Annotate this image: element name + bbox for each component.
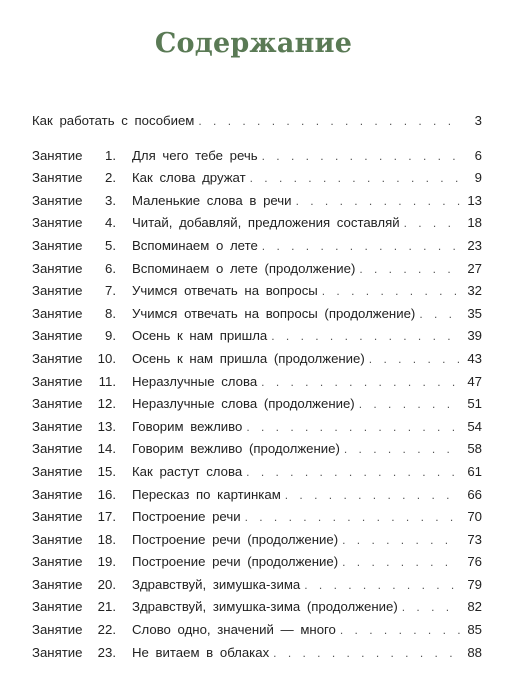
lesson-page: 76 (460, 551, 482, 574)
dot-leader (359, 258, 460, 281)
lesson-page: 23 (460, 235, 482, 258)
lesson-title: Не витаем в облаках (132, 644, 270, 660)
lesson-title: Вспоминаем о лете (продолжение) (132, 260, 356, 276)
lesson-title: Слово одно, значений — много (132, 622, 336, 638)
lesson-page: 35 (460, 303, 482, 326)
lesson-title: Как растут слова (132, 463, 243, 479)
dot-leader (261, 371, 460, 394)
dot-leader (359, 393, 460, 416)
dot-leader (250, 167, 460, 190)
lesson-title: Читай, добавляй, предложения составляй (132, 215, 400, 231)
dot-leader (245, 506, 460, 529)
lesson-page: 73 (460, 529, 482, 552)
lesson-word: Занятие (32, 215, 83, 231)
lesson-word: Занятие (32, 260, 83, 276)
lesson-word: Занятие (32, 554, 83, 570)
dot-leader (322, 280, 460, 303)
lesson-word: Занятие (32, 237, 83, 253)
toc-lesson-row-16[interactable] (32, 484, 482, 507)
lesson-number: 17. (97, 509, 116, 525)
lesson-list (32, 145, 482, 665)
lesson-word: Занятие (32, 441, 83, 457)
toc-intro-label: Как работать с пособием (32, 110, 198, 133)
lesson-word: Занятие (32, 283, 83, 299)
dot-leader (262, 145, 460, 168)
lesson-title: Осень к нам пришла (продолжение) (132, 350, 365, 366)
lesson-word: Занятие (32, 396, 83, 412)
lesson-title: Маленькие слова в речи (132, 192, 292, 208)
lesson-number: 18. (97, 531, 116, 547)
lesson-word: Занятие (32, 373, 83, 389)
lesson-number: 2. (105, 170, 116, 186)
dot-leader (402, 596, 460, 619)
lesson-title: Учимся отвечать на вопросы (продолжение) (132, 305, 416, 321)
lesson-title: Построение речи (продолжение) (132, 554, 339, 570)
lesson-number: 20. (97, 576, 116, 592)
toc-lesson-row-3[interactable] (32, 190, 482, 213)
lesson-word: Занятие (32, 509, 83, 525)
lesson-number: 9. (105, 328, 116, 344)
dot-leader (246, 461, 460, 484)
lesson-page: 66 (460, 484, 482, 507)
lesson-page: 47 (460, 371, 482, 394)
lesson-word: Занятие (32, 350, 83, 366)
lesson-title: Неразлучные слова (132, 373, 258, 389)
lesson-title: Здравствуй, зимушка-зима (продолжение) (132, 599, 398, 615)
toc-lesson-row-22[interactable] (32, 619, 482, 642)
lesson-title: Построение речи (132, 509, 241, 525)
lesson-word: Занятие (32, 192, 83, 208)
lesson-page: 79 (460, 574, 482, 597)
dot-leader (342, 529, 460, 552)
toc-lesson-row-20[interactable] (32, 574, 482, 597)
lesson-title: Как слова дружат (132, 170, 246, 186)
toc-lesson-row-2[interactable] (32, 167, 482, 190)
dot-leader (340, 619, 460, 642)
lesson-page: 88 (460, 642, 482, 665)
toc-lesson-row-21[interactable] (32, 596, 482, 619)
dot-leader (342, 551, 460, 574)
lesson-page: 9 (460, 167, 482, 190)
lesson-word: Занятие (32, 486, 83, 502)
lesson-number: 15. (97, 463, 116, 479)
lesson-page: 70 (460, 506, 482, 529)
lesson-word: Занятие (32, 576, 83, 592)
dot-leader (296, 190, 460, 213)
lesson-word: Занятие (32, 328, 83, 344)
lesson-number: 22. (97, 622, 116, 638)
lesson-page: 43 (460, 348, 482, 371)
lesson-title: Здравствуй, зимушка-зима (132, 576, 301, 592)
lesson-word: Занятие (32, 170, 83, 186)
lesson-title: Учимся отвечать на вопросы (132, 283, 318, 299)
lesson-number: 12. (97, 396, 116, 412)
dot-leader (304, 574, 460, 597)
toc-lesson-row-10[interactable] (32, 348, 482, 371)
lesson-number: 3. (105, 192, 116, 208)
toc-lesson-row-7[interactable] (32, 280, 482, 303)
toc-lesson-row-15[interactable] (32, 461, 482, 484)
lesson-title: Осень к нам пришла (132, 328, 268, 344)
lesson-number: 23. (97, 644, 116, 660)
toc-lesson-row-8[interactable] (32, 303, 482, 326)
lesson-number: 10. (97, 350, 116, 366)
lesson-page: 13 (460, 190, 482, 213)
lesson-number: 5. (105, 237, 116, 253)
lesson-word: Занятие (32, 644, 83, 660)
lesson-number: 13. (97, 418, 116, 434)
toc-lesson-row-11[interactable] (32, 371, 482, 394)
toc-lesson-row-23[interactable] (32, 642, 482, 665)
lesson-page: 54 (460, 416, 482, 439)
lesson-number: 6. (105, 260, 116, 276)
lesson-number: 11. (98, 373, 116, 389)
lesson-page: 32 (460, 280, 482, 303)
dot-leader (369, 348, 460, 371)
lesson-word: Занятие (32, 305, 83, 321)
dot-leader (262, 235, 460, 258)
dot-leader (419, 303, 460, 326)
lesson-word: Занятие (32, 599, 83, 615)
lesson-title: Говорим вежливо (продолжение) (132, 441, 340, 457)
lesson-page: 6 (460, 145, 482, 168)
dot-leader (198, 110, 460, 133)
lesson-title: Неразлучные слова (продолжение) (132, 396, 355, 412)
toc-lesson-row-9[interactable] (32, 325, 482, 348)
lesson-page: 27 (460, 258, 482, 281)
toc-lesson-row-4[interactable] (32, 212, 482, 235)
toc-intro-row[interactable] (32, 110, 482, 133)
dot-leader (271, 325, 460, 348)
toc-lesson-row-5[interactable] (32, 235, 482, 258)
lesson-page: 18 (460, 212, 482, 235)
lesson-number: 21. (97, 599, 116, 615)
lesson-number: 4. (105, 215, 116, 231)
table-of-contents (32, 110, 482, 664)
dot-leader (273, 642, 460, 665)
dot-leader (246, 416, 460, 439)
toc-lesson-row-14[interactable] (32, 438, 482, 461)
dot-leader (404, 212, 460, 235)
toc-intro-page: 3 (460, 110, 482, 133)
dot-leader (285, 484, 460, 507)
toc-lesson-row-6[interactable] (32, 258, 482, 281)
toc-lesson-row-13[interactable] (32, 416, 482, 439)
lesson-number: 1. (105, 147, 116, 163)
toc-lesson-row-18[interactable] (32, 529, 482, 552)
lesson-title: Вспоминаем о лете (132, 237, 258, 253)
lesson-word: Занятие (32, 531, 83, 547)
lesson-title: Для чего тебе речь (132, 147, 258, 163)
lesson-number: 19. (97, 554, 116, 570)
toc-lesson-row-12[interactable] (32, 393, 482, 416)
lesson-page: 82 (460, 596, 482, 619)
lesson-word: Занятие (32, 418, 83, 434)
lesson-word: Занятие (32, 147, 83, 163)
lesson-number: 8. (105, 305, 116, 321)
lesson-word: Занятие (32, 463, 83, 479)
toc-lesson-row-1[interactable] (32, 145, 482, 168)
lesson-number: 14. (97, 441, 116, 457)
page-title: Содержание (154, 28, 353, 59)
lesson-title: Пересказ по картинкам (132, 486, 281, 502)
lesson-page: 39 (460, 325, 482, 348)
lesson-word: Занятие (32, 622, 83, 638)
lesson-title: Построение речи (продолжение) (132, 531, 339, 547)
lesson-page: 61 (460, 461, 482, 484)
lesson-number: 16. (97, 486, 116, 502)
lesson-title: Говорим вежливо (132, 418, 243, 434)
lesson-page: 58 (460, 438, 482, 461)
lesson-page: 85 (460, 619, 482, 642)
toc-lesson-row-17[interactable] (32, 506, 482, 529)
lesson-number: 7. (105, 283, 116, 299)
lesson-page: 51 (460, 393, 482, 416)
dot-leader (344, 438, 460, 461)
toc-lesson-row-19[interactable] (32, 551, 482, 574)
